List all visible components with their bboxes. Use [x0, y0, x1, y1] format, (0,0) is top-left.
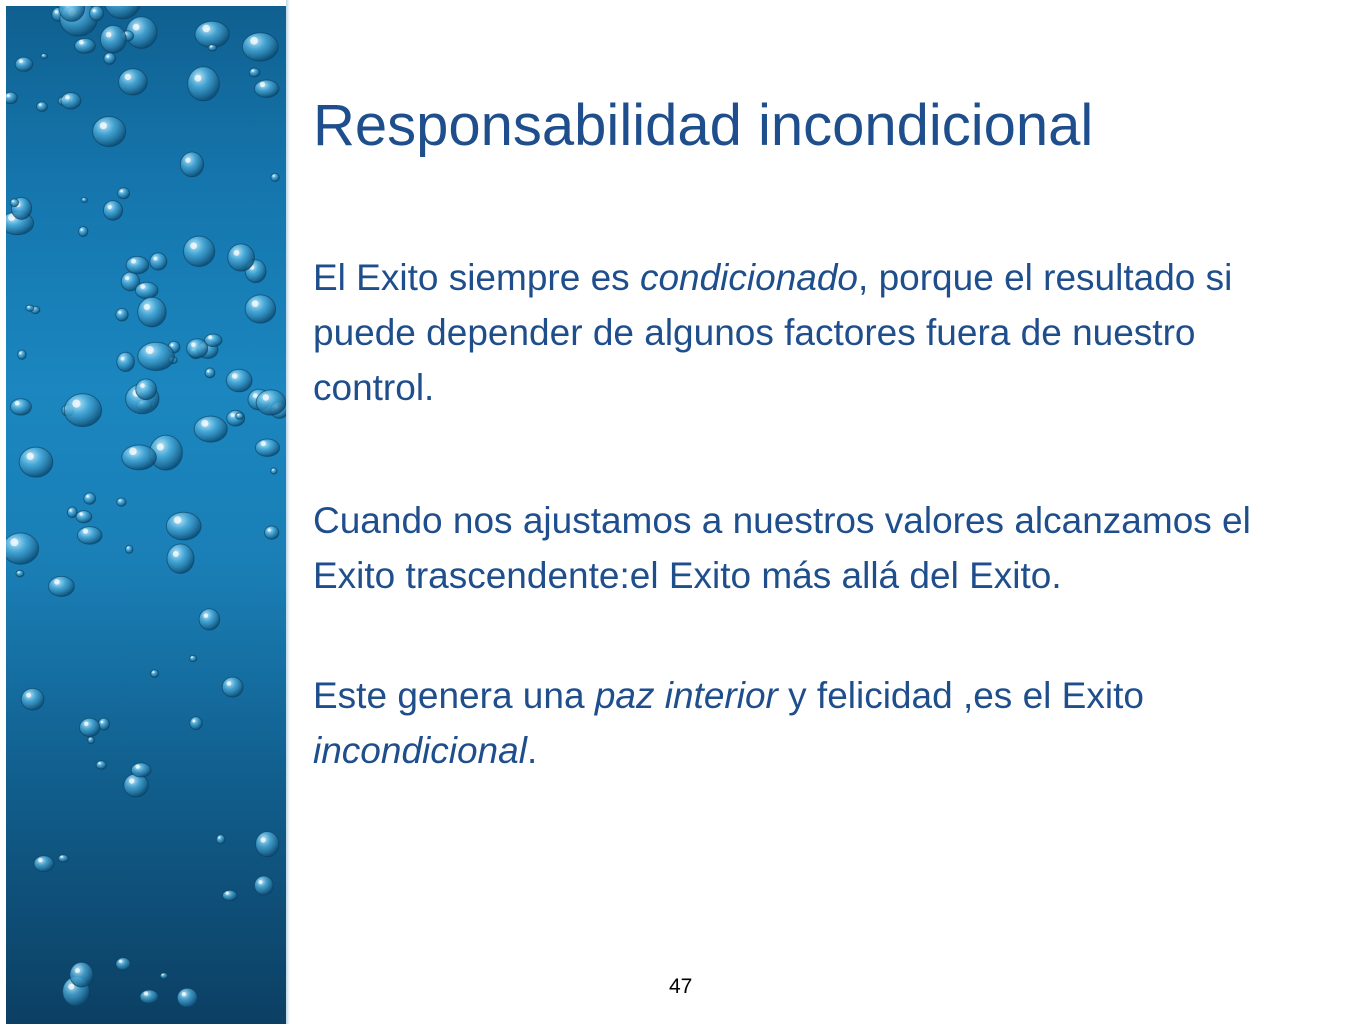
bubble-highlight	[7, 94, 10, 97]
bubble-highlight	[218, 837, 220, 839]
bubble-highlight	[19, 59, 23, 63]
bubble-highlight	[120, 190, 123, 193]
bubble-highlight	[144, 992, 148, 996]
panel-left-border	[0, 0, 6, 1024]
water-bubbles-image	[0, 0, 290, 1024]
bubble-highlight	[81, 229, 83, 231]
bubble-shape	[126, 545, 133, 553]
bubble-shape	[150, 253, 167, 270]
bubble-highlight	[272, 469, 273, 470]
bubble-highlight	[157, 443, 164, 450]
bubble-shape	[222, 677, 243, 697]
bubble-shape	[104, 53, 116, 65]
bubble-shape	[16, 570, 24, 577]
bubble-highlight	[173, 551, 179, 557]
bubble-shape	[116, 958, 131, 970]
bubbles-illustration	[0, 0, 290, 1024]
bubble-shape	[117, 352, 135, 371]
bubble-highlight	[144, 304, 150, 310]
bubble-highlight	[162, 974, 164, 976]
bubble-highlight	[146, 346, 154, 354]
bubble-highlight	[72, 400, 80, 408]
bubble-highlight	[153, 257, 157, 261]
bubble-highlight	[268, 529, 271, 532]
bubble-highlight	[234, 250, 240, 256]
paragraph1-text-end: , porque el resultado si puede depender de algunos factores fuera de nuestro control.	[313, 257, 1233, 408]
bubble-highlight	[27, 453, 34, 460]
paragraph1-text-start: El Exito siempre es	[313, 257, 640, 298]
bubble-highlight	[261, 837, 266, 842]
bubble-highlight	[119, 500, 121, 502]
panel-right-border	[286, 0, 290, 1024]
bubble-shape	[26, 305, 34, 311]
bubble-shape	[226, 369, 252, 392]
bubble-shape	[103, 201, 122, 221]
bubble-highlight	[98, 762, 100, 764]
bubble-highlight	[127, 547, 129, 549]
bubble-shape	[84, 493, 96, 504]
bubble-shape	[119, 69, 148, 95]
bubble-shape	[249, 68, 259, 77]
bubble-highlight	[28, 306, 30, 308]
bubble-highlight	[75, 968, 80, 973]
bubble-shape	[138, 297, 166, 327]
paragraph1-italic-term: condicionado	[639, 257, 859, 298]
bubble-shape	[58, 855, 68, 862]
bubble-shape	[245, 295, 275, 323]
bubble-shape	[208, 45, 217, 51]
bubble-shape	[160, 973, 168, 979]
bubble-shape	[116, 309, 128, 321]
bubble-shape	[81, 198, 87, 203]
bubble-highlight	[191, 342, 196, 347]
bubble-highlight	[129, 778, 134, 783]
bubble-highlight	[129, 448, 137, 456]
bubble-shape	[76, 511, 92, 523]
bubble-highlight	[61, 856, 63, 858]
bubble-highlight	[79, 40, 84, 45]
bubble-highlight	[93, 9, 96, 12]
bubble-shape	[271, 173, 279, 181]
bubble-highlight	[108, 205, 112, 209]
bubble-highlight	[204, 614, 209, 619]
bubble-shape	[151, 670, 159, 678]
bubble-highlight	[68, 984, 74, 990]
bubble-highlight	[26, 693, 31, 698]
bubble-shape	[166, 512, 201, 540]
bubble-highlight	[133, 24, 140, 31]
bubble-highlight	[65, 95, 69, 99]
bubble-shape	[205, 368, 215, 378]
bubble-highlight	[15, 401, 20, 406]
bubble-shape	[131, 763, 151, 777]
bubble-highlight	[208, 335, 212, 339]
bubble-highlight	[83, 528, 88, 533]
bubble-highlight	[227, 681, 232, 686]
bubble-shape	[18, 350, 27, 359]
bubble-highlight	[190, 243, 197, 250]
paragraph2-text: Cuando nos ajustamos a nuestros valores alcanzamos el Exito trascendente:el Exito más allá del Exito.	[313, 500, 1251, 596]
bubble-shape	[37, 102, 48, 112]
bubble-highlight	[237, 414, 239, 416]
bubble-shape	[236, 413, 244, 420]
bubble-shape	[64, 394, 101, 427]
bubble-highlight	[86, 495, 89, 498]
bubble-shape	[256, 390, 286, 415]
bubble-highlight	[12, 200, 14, 202]
panel-top-border	[0, 0, 290, 6]
bubble-highlight	[260, 82, 265, 87]
bubble-shape	[167, 544, 194, 573]
bubble-shape	[118, 188, 130, 199]
bubble-shape	[194, 416, 227, 442]
bubble-shape	[10, 199, 18, 207]
bubble-highlight	[70, 510, 72, 512]
bubble-highlight	[250, 37, 258, 45]
bubble-highlight	[19, 352, 21, 354]
bubble-shape	[223, 890, 238, 900]
paragraph-unconditional-success	[313, 668, 1323, 778]
paragraph3-text-middle: y felicidad ,es el Exito	[777, 675, 1144, 716]
bubble-highlight	[192, 720, 195, 723]
bubble-highlight	[125, 276, 129, 280]
bubble-highlight	[140, 383, 145, 388]
bubble-highlight	[84, 722, 88, 726]
bubble-shape	[255, 80, 279, 97]
bubble-highlight	[261, 441, 266, 446]
bubble-highlight	[121, 357, 125, 361]
bubble-shape	[79, 227, 88, 237]
bubble-shape	[100, 25, 126, 53]
bubble-shape	[242, 33, 278, 61]
bubble-highlight	[54, 579, 60, 585]
paragraph-success-conditioned	[313, 250, 1323, 415]
bubble-shape	[3, 533, 39, 564]
bubble-highlight	[10, 538, 18, 546]
bubble-shape	[61, 93, 81, 109]
bubble-highlight	[194, 75, 201, 82]
bubble-highlight	[174, 516, 182, 524]
bubble-shape	[190, 655, 197, 661]
bubble-shape	[70, 962, 93, 987]
bubble-highlight	[273, 175, 275, 177]
bubble-shape	[254, 876, 273, 895]
bubble-shape	[187, 339, 208, 358]
bubble-highlight	[226, 891, 229, 894]
bubble-highlight	[79, 512, 82, 515]
bubble-shape	[21, 688, 44, 710]
bubble-highlight	[252, 300, 259, 307]
bubble-shape	[77, 527, 102, 545]
bubble-highlight	[106, 32, 112, 38]
bubble-highlight	[39, 104, 41, 106]
bubble-highlight	[258, 880, 262, 884]
bubble-highlight	[101, 721, 103, 723]
bubble-highlight	[106, 55, 109, 58]
bubble-shape	[199, 609, 220, 630]
bubble-highlight	[207, 370, 209, 372]
bubble-highlight	[202, 25, 210, 33]
bubble-shape	[265, 526, 279, 539]
slide-title: Responsabilidad incondicional	[313, 93, 1094, 158]
bubble-shape	[41, 54, 48, 59]
bubble-shape	[140, 990, 158, 1003]
paragraph3-italic-peace: paz interior	[594, 675, 778, 716]
bubble-highlight	[135, 764, 139, 768]
bubble-shape	[135, 282, 158, 298]
bubble-highlight	[152, 671, 154, 673]
bubble-highlight	[125, 74, 131, 80]
bubble-shape	[180, 152, 203, 177]
bubble-shape	[80, 718, 100, 736]
bubble-shape	[216, 835, 225, 844]
bubble-highlight	[18, 571, 20, 573]
bubble-shape	[19, 447, 53, 477]
bubble-shape	[10, 399, 31, 415]
bubble-highlight	[182, 992, 186, 996]
bubble-highlight	[100, 122, 107, 129]
page-number: 47	[669, 975, 693, 998]
bubble-shape	[255, 439, 279, 456]
bubble-shape	[184, 236, 215, 266]
bubble-shape	[93, 117, 126, 147]
bubble-highlight	[89, 738, 90, 739]
bubble-shape	[256, 832, 279, 857]
paragraph3-text-end: .	[526, 730, 538, 771]
bubble-shape	[271, 468, 277, 474]
bubble-highlight	[38, 858, 42, 862]
bubble-shape	[195, 21, 229, 47]
bubble-highlight	[131, 259, 136, 264]
bubble-highlight	[252, 70, 254, 72]
bubble-shape	[90, 6, 104, 21]
bubble-highlight	[231, 413, 235, 417]
bubble-highlight	[201, 420, 208, 427]
bubble-highlight	[140, 284, 145, 289]
bubble-shape	[49, 576, 75, 596]
bubble-shape	[96, 761, 106, 769]
bubble-highlight	[55, 11, 58, 14]
bubble-highlight	[185, 158, 190, 163]
bubble-shape	[138, 342, 175, 370]
bubble-highlight	[119, 960, 122, 963]
bubble-shape	[117, 498, 126, 506]
bubble-shape	[177, 988, 197, 1007]
bubble-highlight	[191, 656, 193, 658]
bubble-highlight	[42, 54, 43, 55]
bubble-highlight	[263, 394, 270, 401]
bubble-shape	[88, 737, 95, 744]
bubble-shape	[75, 38, 96, 53]
bubble-shape	[190, 717, 202, 730]
bubble-shape	[228, 244, 255, 271]
bubble-shape	[126, 256, 149, 273]
bubble-highlight	[210, 45, 212, 47]
bubble-highlight	[171, 344, 174, 347]
bubble-shape	[188, 67, 220, 101]
bubble-shape	[34, 856, 54, 872]
bubble-highlight	[83, 198, 84, 199]
bubble-shape	[136, 379, 157, 400]
bubble-highlight	[118, 311, 121, 314]
paragraph3-italic-unconditional: incondicional	[313, 730, 527, 771]
paragraph3-text-start: Este genera una	[313, 675, 595, 716]
bubble-shape	[15, 57, 33, 71]
bubble-highlight	[232, 373, 238, 379]
bubble-shape	[122, 445, 157, 470]
paragraph-transcendent-success	[313, 493, 1323, 603]
